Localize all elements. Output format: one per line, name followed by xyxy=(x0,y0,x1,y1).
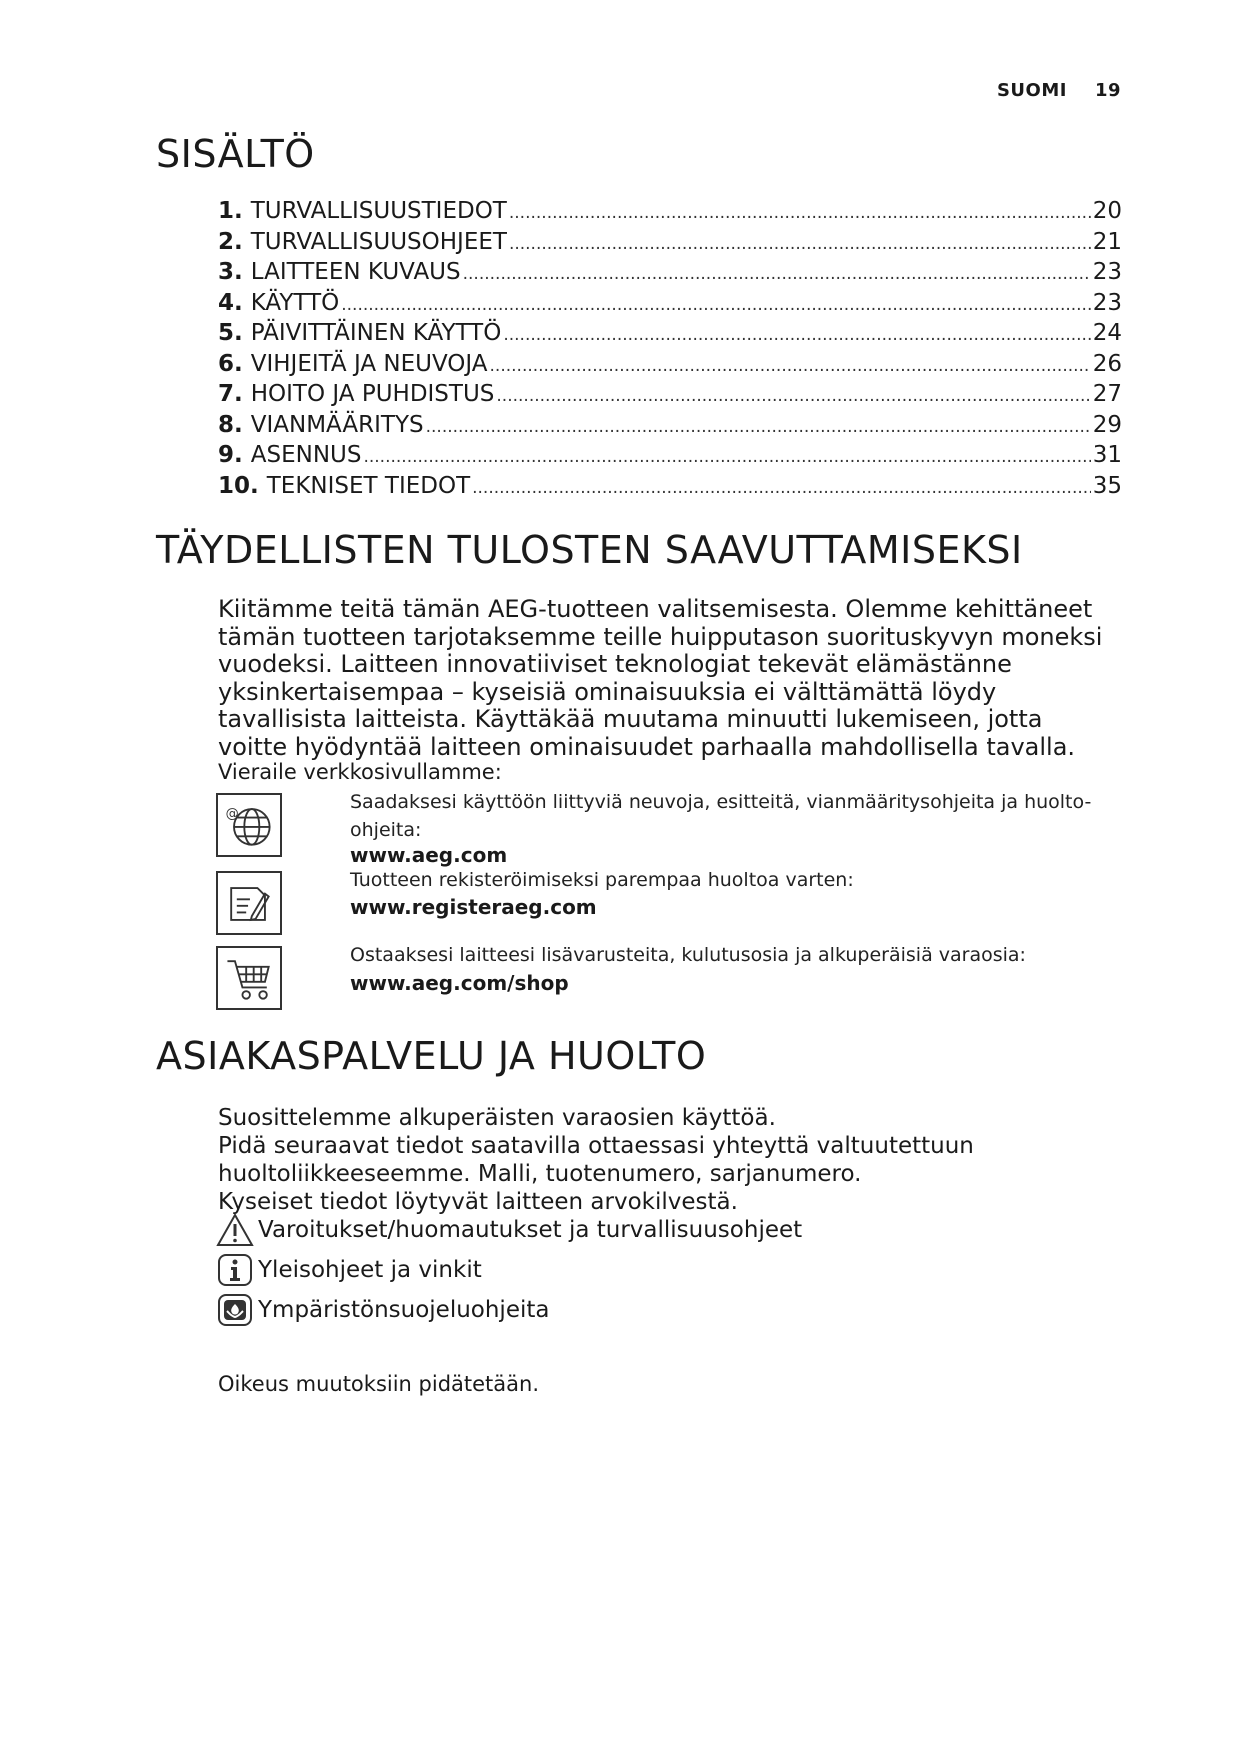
toc-leader-dots xyxy=(509,203,1091,223)
toc-entry-number: 6. xyxy=(218,350,243,377)
toc-entry-number: 8. xyxy=(218,411,243,438)
toc-entry-page: 31 xyxy=(1092,442,1122,468)
toc-entry-number: 4. xyxy=(218,289,243,316)
toc-entry[interactable] xyxy=(218,351,1122,382)
legend-label: Ympäristönsuojeluohjeita xyxy=(258,1297,550,1323)
globe-icon xyxy=(216,793,282,857)
toc-entry-page: 20 xyxy=(1092,198,1122,224)
toc-leader-dots xyxy=(472,478,1091,498)
toc-entry-page: 23 xyxy=(1092,289,1122,316)
toc-leader-dots xyxy=(363,447,1090,467)
page-header xyxy=(997,80,1121,101)
legend-item-warning xyxy=(216,1212,802,1248)
toc-entry-label: TURVALLISUUSOHJEET xyxy=(250,228,507,255)
toc-entry[interactable] xyxy=(218,229,1122,260)
svg-text:@: @ xyxy=(225,806,239,822)
footer-note: Oikeus muutoksiin pidätetään. xyxy=(218,1372,540,1396)
shopping-cart-icon xyxy=(216,946,282,1010)
toc-entry[interactable] xyxy=(218,290,1122,321)
service-title: ASIAKASPALVELU JA HUOLTO xyxy=(156,1034,707,1078)
service-line: Pidä seuraavat tiedot saatavilla ottaessasi yhteyttä valtuutettuun huoltoliikkeeseemme. Malli, tuotenumero, sarjanumero. xyxy=(218,1133,974,1187)
toc-entry-number: 7. xyxy=(218,381,243,407)
toc-entry-label: KÄYTTÖ xyxy=(250,289,340,316)
warning-icon xyxy=(216,1212,254,1248)
service-line: Suosittelemme alkuperäisten varaosien käyttöä. xyxy=(218,1105,776,1131)
toc-leader-dots xyxy=(509,234,1091,254)
page-number: 19 xyxy=(1094,80,1121,101)
toc-leader-dots xyxy=(496,386,1090,406)
visit-website-label: Vieraile verkkosivullamme: xyxy=(218,760,502,784)
link-description: Saadaksesi käyttöön liittyviä neuvoja, esitteitä, vianmääritysohjeita ja huolto-ohjeita: xyxy=(350,791,1092,841)
toc-entry-number: 5. xyxy=(218,320,243,346)
toc-entry[interactable] xyxy=(218,412,1122,443)
service-text xyxy=(218,1104,1098,1216)
toc-entry-number: 9. xyxy=(218,442,243,468)
toc-entry-page: 24 xyxy=(1092,320,1122,346)
environment-icon xyxy=(216,1292,254,1328)
legend-item-environment xyxy=(216,1292,549,1328)
link-description: Tuotteen rekisteröimiseksi parempaa huoltoa varten: xyxy=(350,869,854,891)
toc-entry-page: 21 xyxy=(1092,228,1122,255)
toc-entry-page: 29 xyxy=(1092,411,1122,438)
toc-entry-number: 2. xyxy=(218,228,243,255)
legend-item-info xyxy=(216,1252,482,1288)
service-line: Kyseiset tiedot löytyvät laitteen arvokilvestä. xyxy=(218,1189,738,1215)
legend-label: Yleisohjeet ja vinkit xyxy=(258,1257,482,1283)
link-description: Ostaaksesi laitteesi lisävarusteita, kulutusosia ja alkuperäisiä varaosia: xyxy=(350,944,1026,966)
toc-leader-dots xyxy=(463,264,1091,284)
toc-entry[interactable] xyxy=(218,442,1122,473)
toc-entry-label: VIANMÄÄRITYS xyxy=(250,411,424,438)
toc-entry[interactable] xyxy=(218,381,1122,412)
legend-label: Varoitukset/huomautukset ja turvallisuusohjeet xyxy=(258,1217,803,1243)
toc-leader-dots xyxy=(341,295,1090,315)
toc-entry-label: PÄIVITTÄINEN KÄYTTÖ xyxy=(250,320,502,346)
toc-entry[interactable] xyxy=(218,198,1122,229)
header-language: SUOMI xyxy=(996,80,1067,101)
toc-entry[interactable] xyxy=(218,320,1122,351)
toc-entry-label: TURVALLISUUSTIEDOT xyxy=(250,198,507,224)
link-url-aeg[interactable]: www.aeg.com xyxy=(350,843,508,867)
toc-entry-number: 10. xyxy=(218,472,259,499)
toc-entry-label: TEKNISET TIEDOT xyxy=(266,472,471,499)
link-url-shop[interactable]: www.aeg.com/shop xyxy=(350,971,569,995)
register-icon xyxy=(216,871,282,935)
toc-entry-label: LAITTEEN KUVAUS xyxy=(250,259,461,285)
toc-entry[interactable] xyxy=(218,473,1122,504)
results-title: TÄYDELLISTEN TULOSTEN SAAVUTTAMISEKSI xyxy=(156,528,1023,572)
toc-entry-label: VIHJEITÄ JA NEUVOJA xyxy=(250,350,488,377)
toc-entry-page: 23 xyxy=(1092,259,1122,285)
link-url-register[interactable]: www.registeraeg.com xyxy=(350,895,597,919)
toc-entry-number: 1. xyxy=(218,198,243,224)
toc-leader-dots xyxy=(426,417,1091,437)
toc-entry-page: 27 xyxy=(1092,381,1122,407)
toc-entry-number: 3. xyxy=(218,259,243,285)
info-icon xyxy=(216,1252,254,1288)
intro-paragraph: Kiitämme teitä tämän AEG-tuotteen valitsemisesta. Olemme kehittäneet tämän tuotteen tarjotaksemme teille huipputason suorituskyvyn moneksi vuodeksi. Laitteen innovatiiviset teknologiat tekevät elämästänne yksinkertaisempaa – kyseisiä ominaisuuksia ei välttämättä löydy tavallisista laitteista. Käyttäkää muutama minuutti lukemiseen, jotta voitte hyödyntää laitteen ominaisuudet parhaalla mahdollisella tavalla. xyxy=(218,595,1103,761)
toc-entry-page: 26 xyxy=(1092,350,1122,377)
toc-title: SISÄLTÖ xyxy=(156,132,315,176)
toc-leader-dots xyxy=(503,325,1090,345)
toc-leader-dots xyxy=(490,356,1091,376)
table-of-contents xyxy=(218,198,1122,503)
toc-entry-label: ASENNUS xyxy=(250,442,362,468)
toc-entry-label: HOITO JA PUHDISTUS xyxy=(250,381,495,407)
toc-entry[interactable] xyxy=(218,259,1122,290)
toc-entry-page: 35 xyxy=(1092,472,1122,499)
